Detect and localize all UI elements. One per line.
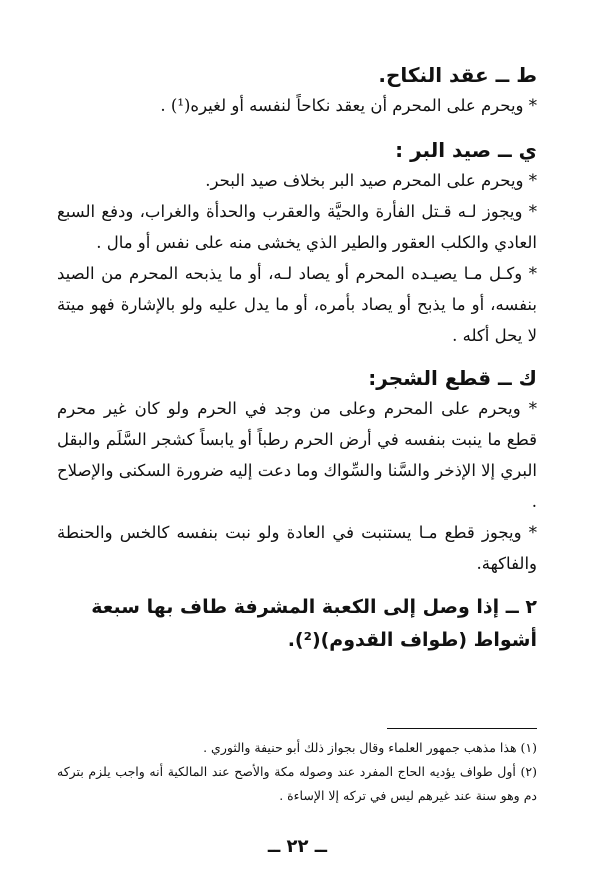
footnote-1: (١) هذا مذهب جمهور العلماء وقال بجواز ذلك أبو حنيفة والثوري . bbox=[203, 740, 537, 755]
paragraph-tawaf-arrival: ٢ ــ إذا وصل إلى الكعبة المشرفة طاف بها سبعة أشواط (طواف القدوم)(²). bbox=[91, 596, 537, 651]
heading-marriage-contract: ط ــ عقد النكاح. bbox=[378, 63, 537, 87]
paragraph-permitted-killing: * ويجوز لـه قـتل الفأرة والحيَّة والعقرب والحدأة والغراب، ودفع السبع العادي والكلب العقور والطير الذي يخشى منه على نفس أو مال . bbox=[57, 202, 537, 252]
paragraph-tree-prohibition: * ويحرم على المحرم وعلى من وجد في الحرم ولو كان غير محرم قطع ما ينبت بنفسه في أرض الحرم رطباً أو يابساً كشجر السَّلَم والبقل البري إلا الإذخر والسَّنا والسِّواك وما دعت إليه ضرورة السكنى والإصلاح . bbox=[56, 399, 537, 511]
paragraph-game-ruling: * وكـل مـا يصيـده المحرم أو يصاد لـه، أو ما يذبحه المحرم من الصيد بنفسه، أو ما يذبح أو يصاد بأمره، أو ما يدل عليه ولو بالإشارة فهو ميتة لا يحل أكله . bbox=[57, 264, 537, 345]
page-number: ــ ٢٢ ــ bbox=[267, 836, 328, 857]
paragraph-hunting-prohibition: * ويحرم على المحرم صيد البر بخلاف صيد البحر. bbox=[205, 171, 537, 190]
main-content bbox=[57, 60, 537, 657]
footnotes bbox=[57, 736, 537, 808]
footnote-divider bbox=[387, 728, 537, 729]
paragraph-tree-permission: * ويجوز قطع مـا يستنبت في العادة ولو نبت بنفسه كالخس والحنطة والفاكهة. bbox=[57, 523, 537, 573]
heading-land-hunting: ي ــ صيد البر : bbox=[395, 138, 537, 162]
heading-tree-cutting: ك ــ قطع الشجر: bbox=[368, 366, 537, 390]
paragraph-marriage-contract: * ويحرم على المحرم أن يعقد نكاحاً لنفسه أو لغيره(¹) . bbox=[160, 96, 537, 115]
footnote-2: (٢) أول طواف يؤديه الحاج المفرد عند وصوله مكة والأصح عند المالكية أنه واجب يلزم بتركه دم وهو سنة عند غيرهم ليس في تركه إلا الإساءة . bbox=[57, 764, 537, 803]
